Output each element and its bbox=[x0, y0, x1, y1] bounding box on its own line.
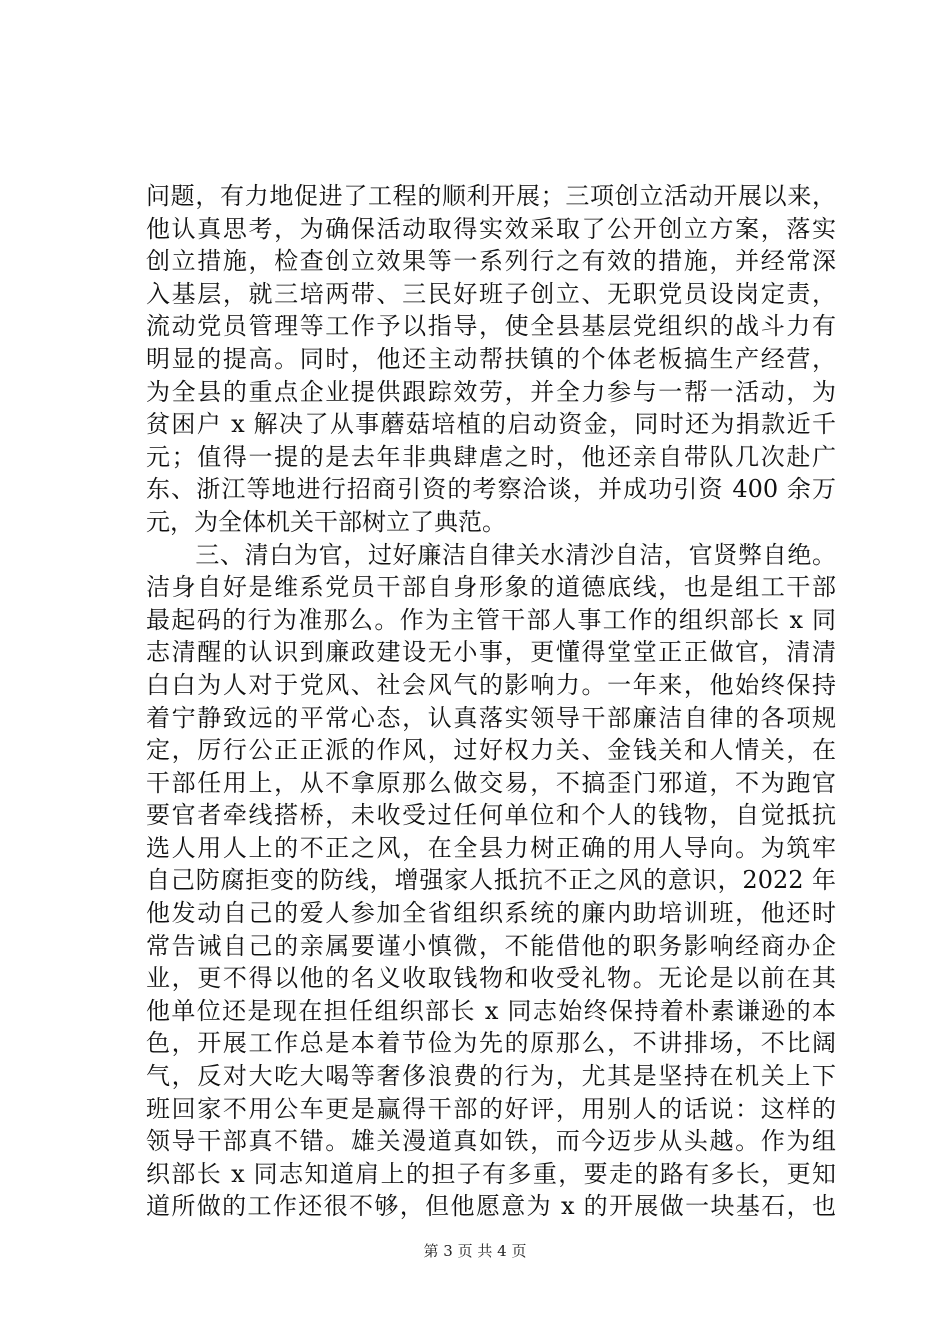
text-line: 问题，有力地促进了工程的顺利开展；三项创立活动开展以来， bbox=[146, 182, 836, 210]
text-line: 创立措施，检查创立效果等一系列行之有效的措施，并经常深 bbox=[146, 247, 836, 276]
text-line: 东、浙江等地进行招商引资的考察洽谈，并成功引资 400 余万 bbox=[146, 475, 836, 504]
text-line: 道所做的工作还很不够，但他愿意为 x 的开展做一块基石，也 bbox=[146, 1192, 836, 1221]
text-line: 他认真思考，为确保活动取得实效采取了公开创立方案，落实 bbox=[146, 214, 836, 243]
text-line: 志清醒的认识到廉政建设无小事，更懂得堂堂正正做官，清清 bbox=[146, 638, 836, 667]
text-line: 为全县的重点企业提供跟踪效劳，并全力参与一帮一活动，为 bbox=[146, 377, 836, 406]
text-line: 着宁静致远的平常心态，认真落实领导干部廉洁自律的各项规 bbox=[146, 703, 836, 732]
text-line: 白白为人对于党风、社会风气的影响力。一年来，他始终保持 bbox=[146, 670, 836, 699]
paragraph-end-line: 元，为全体机关干部树立了典范。 bbox=[146, 507, 506, 536]
text-line: 自己防腐拒变的防线，增强家人抵抗不正之风的意识，2022 年 bbox=[146, 866, 836, 895]
text-line: 选人用人上的不正之风，在全县力树正确的用人导向。为筑牢 bbox=[146, 833, 836, 862]
text-line: 织部长 x 同志知道肩上的担子有多重，要走的路有多长，更知 bbox=[146, 1159, 836, 1188]
text-line: 业，更不得以他的名义收取钱物和收受礼物。无论是以前在其 bbox=[146, 964, 836, 993]
text-line: 他发动自己的爱人参加全省组织系统的廉内助培训班，他还时 bbox=[146, 899, 836, 928]
text-line: 领导干部真不错。雄关漫道真如铁，而今迈步从头越。作为组 bbox=[146, 1127, 836, 1156]
text-line: 明显的提高。同时，他还主动帮扶镇的个体老板搞生产经营， bbox=[146, 344, 836, 373]
section-heading-line: 三、清白为官，过好廉洁自律关水清沙自洁，官贤弊自绝。 bbox=[146, 540, 836, 569]
text-line: 洁身自好是维系党员干部自身形象的道德底线，也是组工干部 bbox=[146, 573, 836, 602]
text-line: 班回家不用公车更是赢得干部的好评，用别人的话说：这样的 bbox=[146, 1094, 836, 1123]
text-line: 气，反对大吃大喝等奢侈浪费的行为，尤其是坚持在机关上下 bbox=[146, 1062, 836, 1091]
text-line: 元；值得一提的是去年非典肆虐之时，他还亲自带队几次赴广 bbox=[146, 442, 836, 471]
text-line: 最起码的行为准那么。作为主管干部人事工作的组织部长 x 同 bbox=[146, 605, 836, 634]
body-text bbox=[146, 180, 836, 1223]
text-line: 贫困户 x 解决了从事蘑菇培植的启动资金，同时还为捐款近千 bbox=[146, 410, 836, 439]
text-line: 常告诫自己的亲属要谨小慎微，不能借他的职务影响经商办企 bbox=[146, 931, 836, 960]
text-line: 色，开展工作总是本着节俭为先的原那么，不讲排场，不比阔 bbox=[146, 1029, 836, 1058]
text-line: 要官者牵线搭桥，未收受过任何单位和个人的钱物，自觉抵抗 bbox=[146, 801, 836, 830]
page-number-footer: 第 3 页 共 4 页 bbox=[423, 1242, 527, 1260]
text-line: 定，厉行公正正派的作风，过好权力关、金钱关和人情关，在 bbox=[146, 736, 836, 765]
text-line: 入基层，就三培两带、三民好班子创立、无职党员设岗定责， bbox=[146, 279, 836, 308]
text-line: 干部任用上，从不拿原那么做交易，不搞歪门邪道，不为跑官 bbox=[146, 768, 836, 797]
text-line: 流动党员管理等工作予以指导，使全县基层党组织的战斗力有 bbox=[146, 312, 836, 341]
text-line: 他单位还是现在担任组织部长 x 同志始终保持着朴素谦逊的本 bbox=[146, 996, 836, 1025]
